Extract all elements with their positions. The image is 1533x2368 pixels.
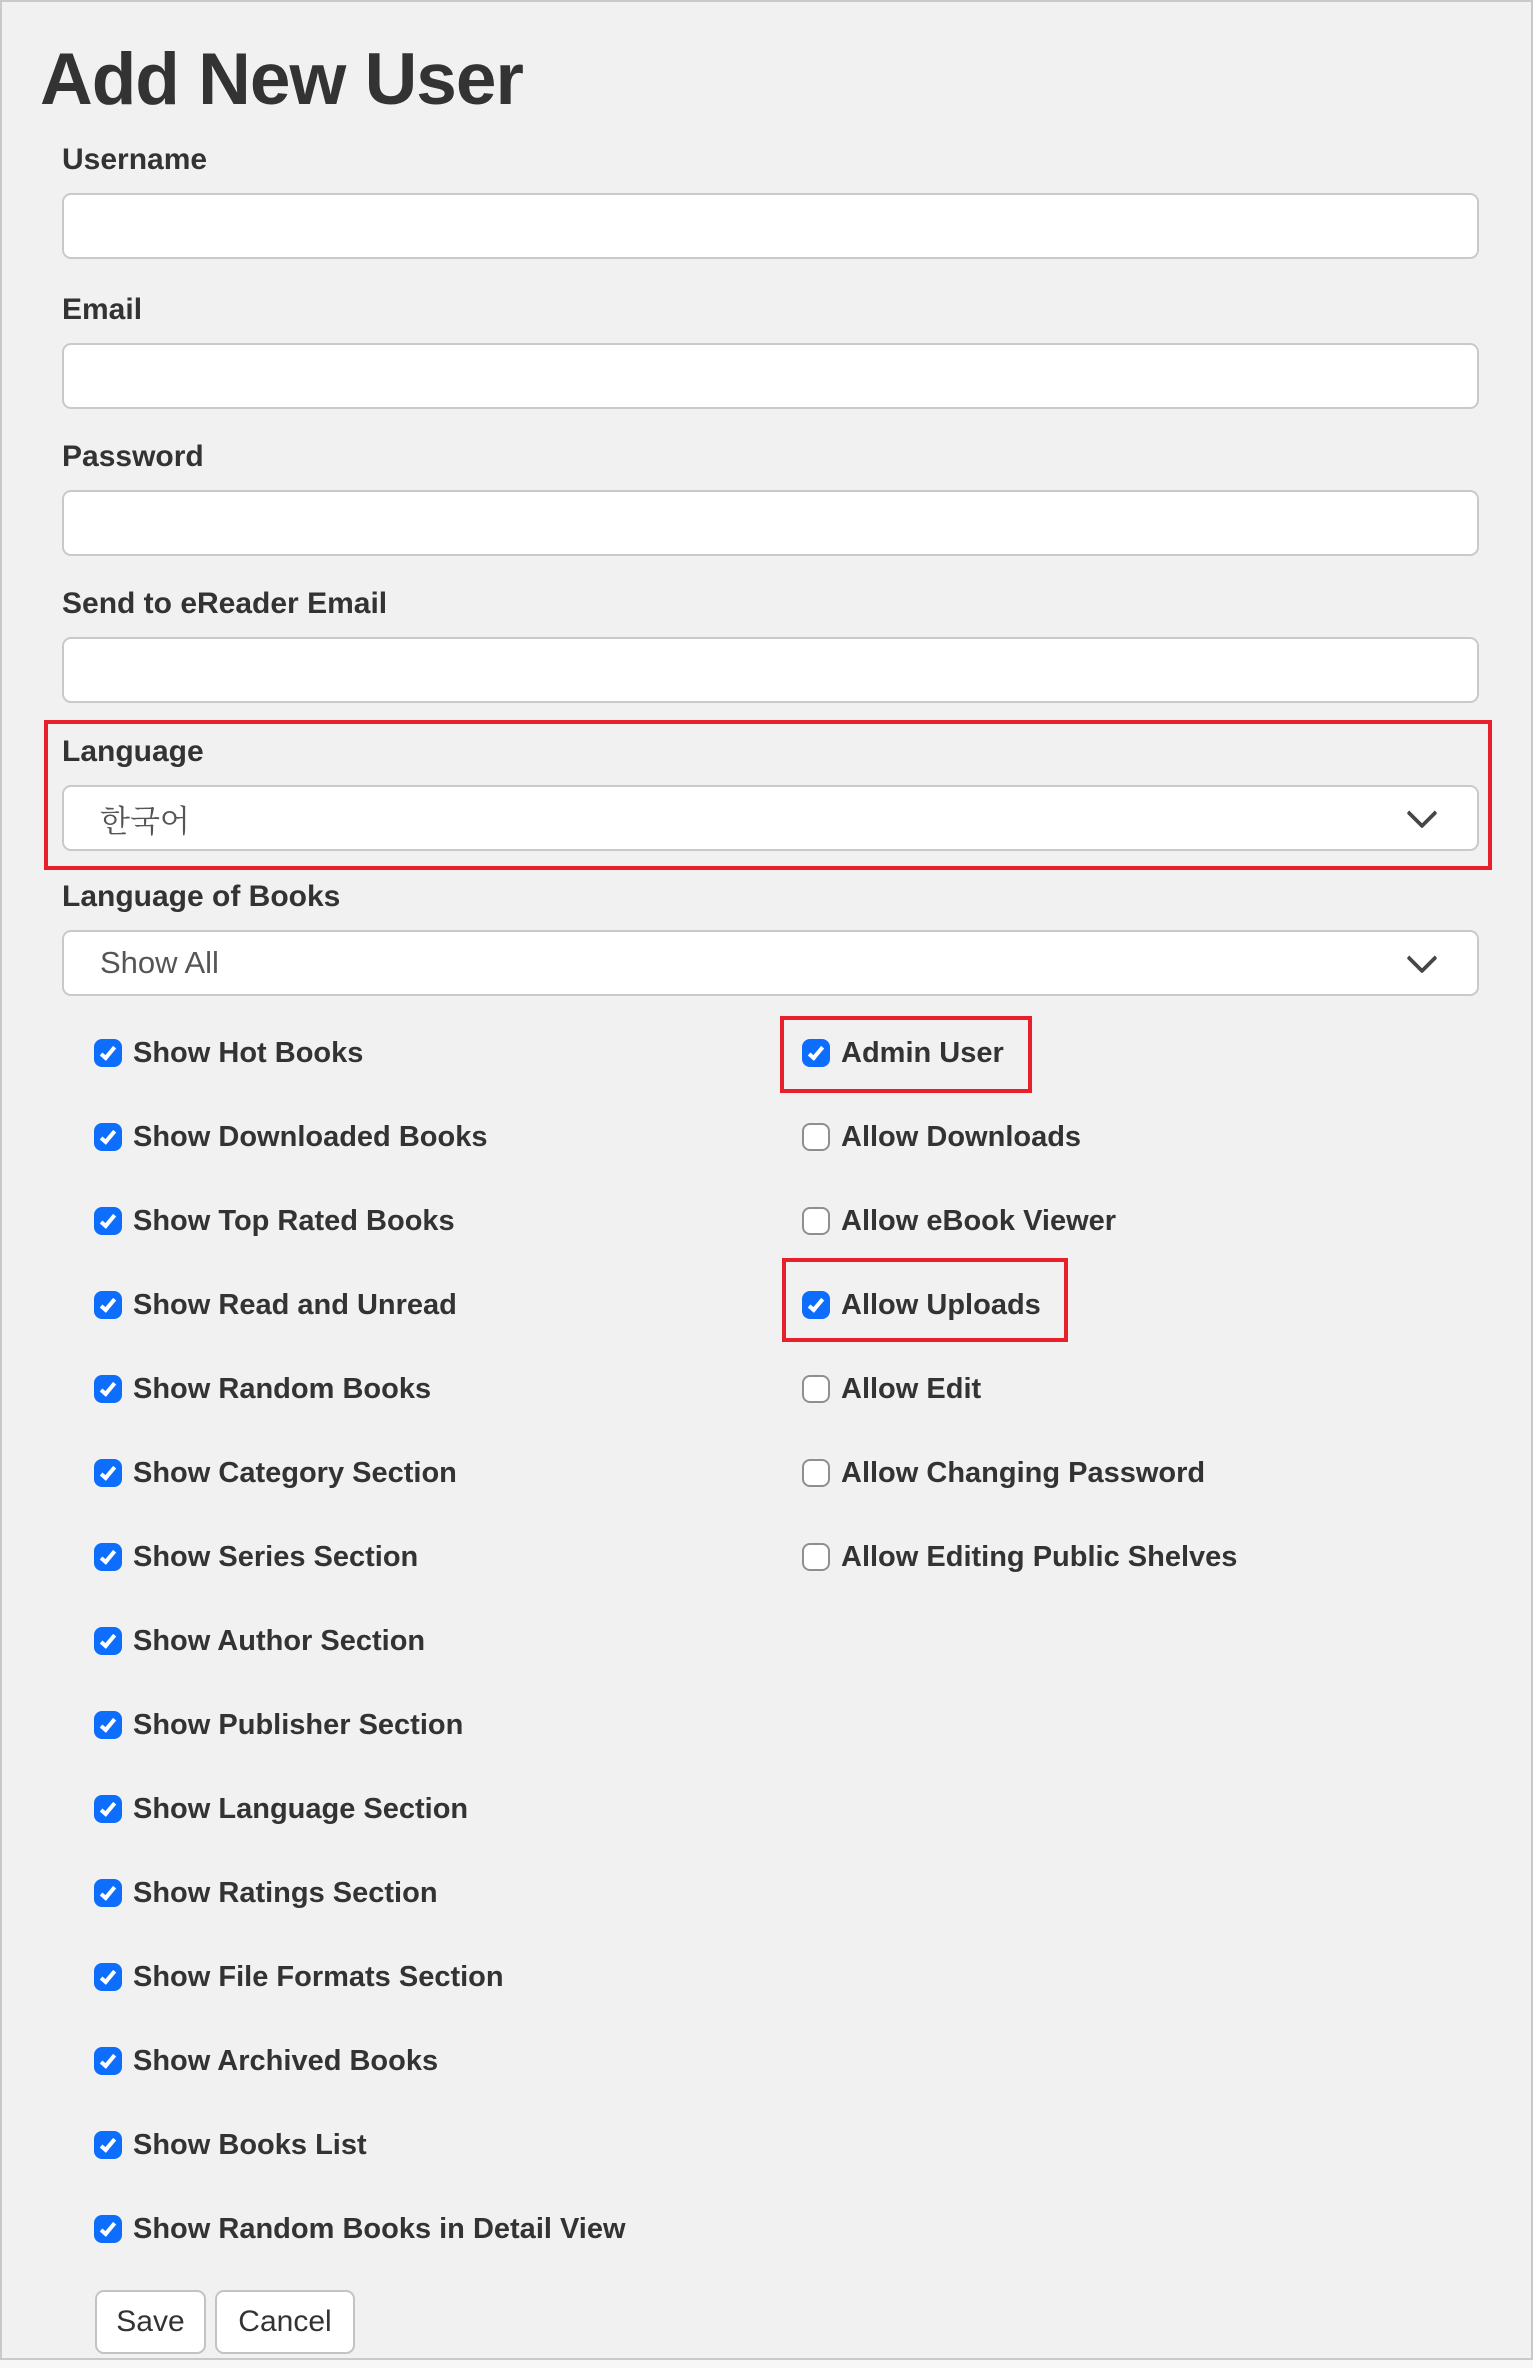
checkbox-label: Show Read and Unread <box>133 1288 457 1321</box>
checkbox[interactable] <box>94 1039 122 1067</box>
checkbox-label: Show Random Books in Detail View <box>133 2212 626 2245</box>
checkbox[interactable] <box>94 1207 122 1235</box>
check-icon <box>100 2051 116 2068</box>
checkbox-row-admin-user[interactable] <box>802 1038 1237 1068</box>
check-icon <box>100 1547 116 1564</box>
checkbox[interactable] <box>94 1963 122 1991</box>
check-icon <box>100 2135 116 2152</box>
checkbox[interactable] <box>802 1207 830 1235</box>
checkbox-label: Show Top Rated Books <box>133 1204 455 1237</box>
chevron-down-icon <box>1406 798 1437 829</box>
checkbox-row-allow-downloads[interactable] <box>802 1122 1237 1152</box>
checkbox-label: Show Series Section <box>133 1540 419 1573</box>
email-group <box>62 293 1479 409</box>
check-icon <box>100 1883 116 1900</box>
checkbox[interactable] <box>802 1543 830 1571</box>
ereader-email-label: Send to eReader Email <box>62 587 388 620</box>
checkbox-row-allow-uploads[interactable] <box>802 1290 1237 1320</box>
checkbox[interactable] <box>802 1459 830 1487</box>
checkbox-row-show-author-section[interactable] <box>94 1626 626 1656</box>
save-button[interactable]: Save <box>95 2290 206 2354</box>
checkbox-label: Show Books List <box>133 2128 367 2161</box>
checkbox-label: Allow Uploads <box>841 1288 1041 1321</box>
checkbox-label: Allow Editing Public Shelves <box>841 1540 1238 1573</box>
checkbox[interactable] <box>802 1123 830 1151</box>
check-icon <box>100 1295 116 1312</box>
permissions-checkbox-column <box>802 1038 1237 1626</box>
checkbox[interactable] <box>94 2131 122 2159</box>
checkbox-row-show-top-rated-books[interactable] <box>94 1206 626 1236</box>
username-group <box>62 143 1479 259</box>
checkbox[interactable] <box>94 1879 122 1907</box>
checkbox-row-show-hot-books[interactable] <box>94 1038 626 1068</box>
checkbox[interactable] <box>94 1627 122 1655</box>
page-title: Add New User <box>40 39 523 120</box>
password-input[interactable] <box>62 490 1479 556</box>
checkbox-label: Show Hot Books <box>133 1036 364 1069</box>
checkbox-label: Show Publisher Section <box>133 1708 464 1741</box>
checkbox-label: Show Author Section <box>133 1624 426 1657</box>
checkbox-label: Show Random Books <box>133 1372 432 1405</box>
username-input[interactable] <box>62 193 1479 259</box>
checkbox-row-show-publisher-section[interactable] <box>94 1710 626 1740</box>
check-icon <box>100 1799 116 1816</box>
checkbox-label: Show Language Section <box>133 1792 469 1825</box>
checkbox-label: Show Archived Books <box>133 2044 439 2077</box>
checkbox-row-show-random-books[interactable] <box>94 1374 626 1404</box>
checkbox-row-show-read-and-unread[interactable] <box>94 1290 626 1320</box>
cancel-button[interactable]: Cancel <box>215 2290 355 2354</box>
chevron-down-icon <box>1406 943 1437 974</box>
checkbox[interactable] <box>94 1711 122 1739</box>
language-of-books-select-value: Show All <box>100 945 219 980</box>
checkbox-label: Show File Formats Section <box>133 1960 504 1993</box>
visibility-checkbox-column <box>94 1038 626 2298</box>
checkbox-label: Allow Downloads <box>841 1120 1082 1153</box>
checkbox[interactable] <box>94 1543 122 1571</box>
checkbox-row-allow-changing-password[interactable] <box>802 1458 1237 1488</box>
language-label: Language <box>62 735 204 768</box>
checkbox-label: Admin User <box>841 1036 1004 1069</box>
checkbox[interactable] <box>94 1291 122 1319</box>
checkbox-label: Allow Edit <box>841 1372 982 1405</box>
language-of-books-label: Language of Books <box>62 880 341 913</box>
language-of-books-select[interactable] <box>62 930 1479 996</box>
check-icon <box>100 1127 116 1144</box>
email-input[interactable] <box>62 343 1479 409</box>
check-icon <box>808 1295 824 1312</box>
checkbox[interactable] <box>94 1123 122 1151</box>
checkbox[interactable] <box>802 1375 830 1403</box>
checkbox[interactable] <box>94 2215 122 2243</box>
language-select-value: 한국어 <box>100 803 190 839</box>
check-icon <box>100 1631 116 1648</box>
checkbox-row-show-language-section[interactable] <box>94 1794 626 1824</box>
checkbox-row-allow-ebook-viewer[interactable] <box>802 1206 1237 1236</box>
checkbox-label: Allow eBook Viewer <box>841 1204 1117 1237</box>
check-icon <box>100 2219 116 2236</box>
check-icon <box>100 1043 116 1060</box>
checkbox[interactable] <box>94 1795 122 1823</box>
ereader-email-input[interactable] <box>62 637 1479 703</box>
language-select[interactable] <box>62 785 1479 851</box>
checkbox-row-show-ratings-section[interactable] <box>94 1878 626 1908</box>
checkbox-row-show-random-books-in-detail-view[interactable] <box>94 2214 626 2244</box>
checkbox-label: Show Ratings Section <box>133 1876 438 1909</box>
checkbox-row-show-category-section[interactable] <box>94 1458 626 1488</box>
checkbox[interactable] <box>94 2047 122 2075</box>
checkbox[interactable] <box>802 1291 830 1319</box>
checkbox-row-show-books-list[interactable] <box>94 2130 626 2160</box>
password-label: Password <box>62 440 204 473</box>
checkbox-label: Allow Changing Password <box>841 1456 1206 1489</box>
checkbox-row-show-downloaded-books[interactable] <box>94 1122 626 1152</box>
language-group <box>62 735 1479 851</box>
checkbox-label: Show Category Section <box>133 1456 457 1489</box>
check-icon <box>100 1211 116 1228</box>
check-icon <box>808 1043 824 1060</box>
check-icon <box>100 1379 116 1396</box>
ereader-email-group <box>62 587 1479 703</box>
checkbox-row-allow-edit[interactable] <box>802 1374 1237 1404</box>
checkbox[interactable] <box>94 1375 122 1403</box>
email-label: Email <box>62 293 143 326</box>
check-icon <box>100 1715 116 1732</box>
check-icon <box>100 1463 116 1480</box>
username-label: Username <box>62 143 208 176</box>
checkbox[interactable] <box>802 1039 830 1067</box>
check-icon <box>100 1967 116 1984</box>
checkbox[interactable] <box>94 1459 122 1487</box>
language-of-books-group <box>62 880 1479 996</box>
checkbox-row-show-archived-books[interactable] <box>94 2046 626 2076</box>
password-group <box>62 440 1479 556</box>
checkbox-label: Show Downloaded Books <box>133 1120 488 1153</box>
checkbox-row-allow-editing-public-shelves[interactable] <box>802 1542 1237 1572</box>
checkbox-row-show-series-section[interactable] <box>94 1542 626 1572</box>
checkbox-row-show-file-formats-section[interactable] <box>94 1962 626 1992</box>
